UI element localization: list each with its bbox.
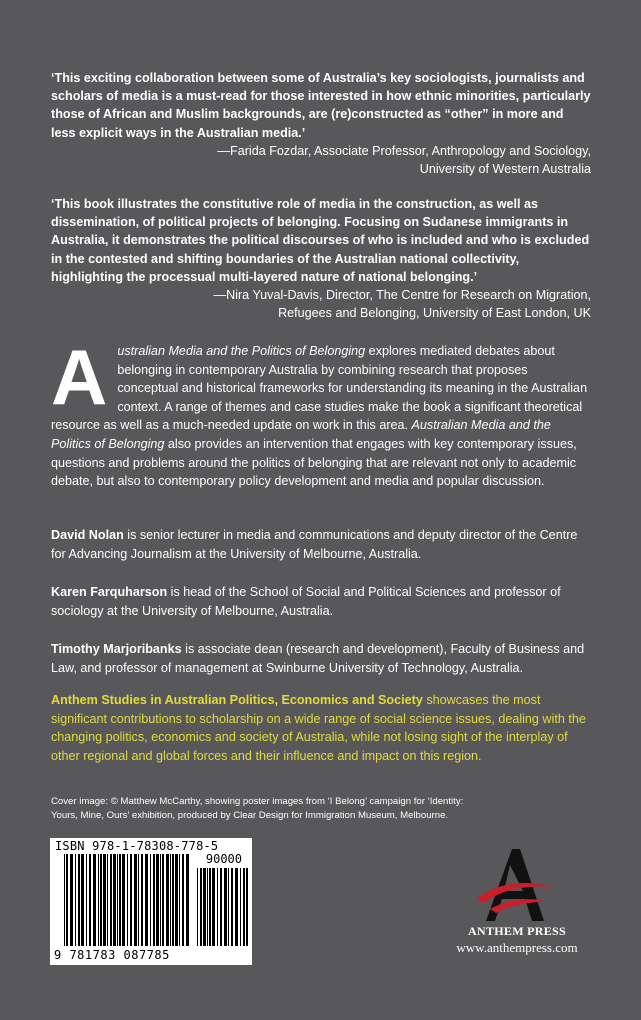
author-bio-text: is associate dean (research and development), Faculty of Business and Law, and professor of management at Swinburne University of Technology, Australia. [51, 642, 585, 675]
isbn-barcode [50, 838, 252, 965]
barcode-bar [98, 854, 99, 946]
barcode-bar [107, 854, 108, 946]
barcode-bar [113, 854, 116, 946]
barcode-bar [117, 854, 118, 946]
barcode-bar [203, 868, 206, 946]
author-name: Timothy Marjoribanks [51, 642, 182, 656]
author-bio-2 [51, 583, 591, 620]
barcode-bar [122, 854, 125, 946]
publisher-name: ANTHEM PRESS [468, 924, 566, 938]
barcode-bar [66, 854, 68, 946]
author-name: Karen Farquharson [51, 585, 168, 599]
barcode-bar [172, 854, 174, 946]
barcode-bar [212, 868, 215, 946]
book-description [51, 333, 591, 491]
series-description [51, 691, 591, 765]
barcode-bar [175, 854, 178, 946]
author-bio-text: is senior lecturer in media and communications and deputy director of the Centre for Advancing Journalism at the University of Melbourne, Australia. [51, 528, 578, 561]
barcode-bar [127, 854, 128, 946]
barcode-bar [182, 854, 184, 946]
barcode-bar [130, 854, 132, 946]
barcode-bar [231, 868, 233, 946]
barcode-bar [75, 854, 76, 946]
author-bio-text: is head of the School of Social and Political Sciences and professor of sociology at the University of Melbourne, Australia. [51, 585, 561, 618]
barcode-bar [243, 868, 245, 946]
barcode-bar [156, 854, 159, 946]
quote-attribution: —Farida Fozdar, Associate Professor, Anthropology and Sociology, [217, 143, 591, 158]
barcode-bar [145, 854, 148, 946]
description-text: explores mediated debates about belonging in contemporary Australia by combining research that proposes conceptual and historical frameworks for understanding its meaning in the Australian context. A range of themes and case studies make the book a significant theoretical resource as well as a much-needed update on work in this area. [51, 344, 588, 433]
barcode-bar [220, 868, 222, 946]
barcode-bar [217, 868, 218, 946]
barcode-bar [138, 854, 139, 946]
barcode-bar [86, 854, 87, 946]
barcode-bar [78, 854, 80, 946]
barcode-bar [70, 854, 73, 946]
barcode-bar [186, 854, 189, 946]
barcode-bar [228, 868, 229, 946]
quote-attribution-affiliation: Refugees and Belonging, University of East London, UK [278, 306, 591, 321]
review-quote-2 [51, 195, 591, 322]
series-text: showcases the most significant contributions to scholarship on a wide range of social science issues, dealing with the changing politics, economics and society of Australia, while not losing sight of the interplay of other regional and global forces and their influence and impact on this region. [51, 693, 586, 763]
barcode-bar [235, 868, 238, 946]
quote-text: ‘This exciting collaboration between some of Australia’s key sociologists, journalists and scholars of media is a must-read for those interested in how ethnic minorities, particularly those of African and Muslim backgrounds, are (re)constructed as “other” in more and less explicit ways in the Australian media.’ [51, 71, 591, 140]
publisher-url[interactable]: www.anthempress.com [456, 940, 578, 955]
barcode-bar [240, 868, 241, 946]
barcode-bar [153, 854, 155, 946]
price-code: 90000 [205, 852, 242, 866]
barcode-bar [179, 854, 180, 946]
author-name: David Nolan [51, 528, 124, 542]
book-title-repeat: Australian Media and the Politics of Belonging [51, 418, 551, 451]
barcode-bar [166, 854, 169, 946]
quote-text: ‘This book illustrates the constitutive role of media in the construction, as well as dissemination, of political projects of belonging. Focusing on Sudanese immigrants in Australia, it demonstrates the political discourses of who is included and who is excluded in the contested and shifting boundaries of the Australian national collectivity, highlighting the processual multi-layered nature of national belonging.’ [51, 197, 590, 284]
barcode-bar [224, 868, 227, 946]
barcode-bar [207, 868, 208, 946]
barcode-bar [246, 868, 248, 946]
series-name: Anthem Studies in Australian Politics, Economics and Society [51, 693, 423, 707]
barcode-bar [100, 854, 102, 946]
barcode-bar [160, 854, 161, 946]
book-title: ustralian Media and the Politics of Belonging [117, 344, 366, 358]
barcode-bar [209, 868, 211, 946]
barcode-bar [200, 868, 202, 946]
quote-attribution-affiliation: University of Western Australia [419, 162, 591, 177]
quote-attribution: —Nira Yuval-Davis, Director, The Centre for Research on Migration, [213, 288, 591, 303]
barcode-bar [162, 854, 164, 946]
barcode-bar [81, 854, 84, 946]
barcode-bar [197, 868, 198, 946]
author-bio-1 [51, 526, 591, 563]
review-quote-1 [51, 69, 591, 178]
barcode-bar [134, 854, 137, 946]
barcode-bar [119, 854, 121, 946]
barcode-bar [150, 854, 151, 946]
anthem-press-logo-icon [462, 843, 562, 933]
author-bio-3 [51, 640, 591, 677]
barcode-bar [93, 854, 96, 946]
barcode-bar [103, 854, 106, 946]
barcode-bar [89, 854, 91, 946]
barcode-bar [170, 854, 171, 946]
barcode-bar [110, 854, 112, 946]
barcode-digits: 9 781783 087785 [54, 948, 170, 962]
drop-cap: A [51, 333, 108, 421]
description-text-continued: also provides an intervention that engages with key contemporary issues, questions and problems around the politics of belonging that are relevant not only to academic debate, but also to contemporary policy development and media and popular discussion. [51, 436, 577, 489]
barcode-bar [141, 854, 143, 946]
cover-image-credit: Cover image: © Matthew McCarthy, showing poster images from ‘I Belong’ campaign for ‘Identity: Yours, Mine, Ours’ exhibition, produced by Clear Design for Immigration Museum, Melbourne. [51, 796, 464, 821]
isbn-label: ISBN 978-1-78308-778-5 [55, 839, 219, 853]
barcode-bar [64, 854, 65, 946]
